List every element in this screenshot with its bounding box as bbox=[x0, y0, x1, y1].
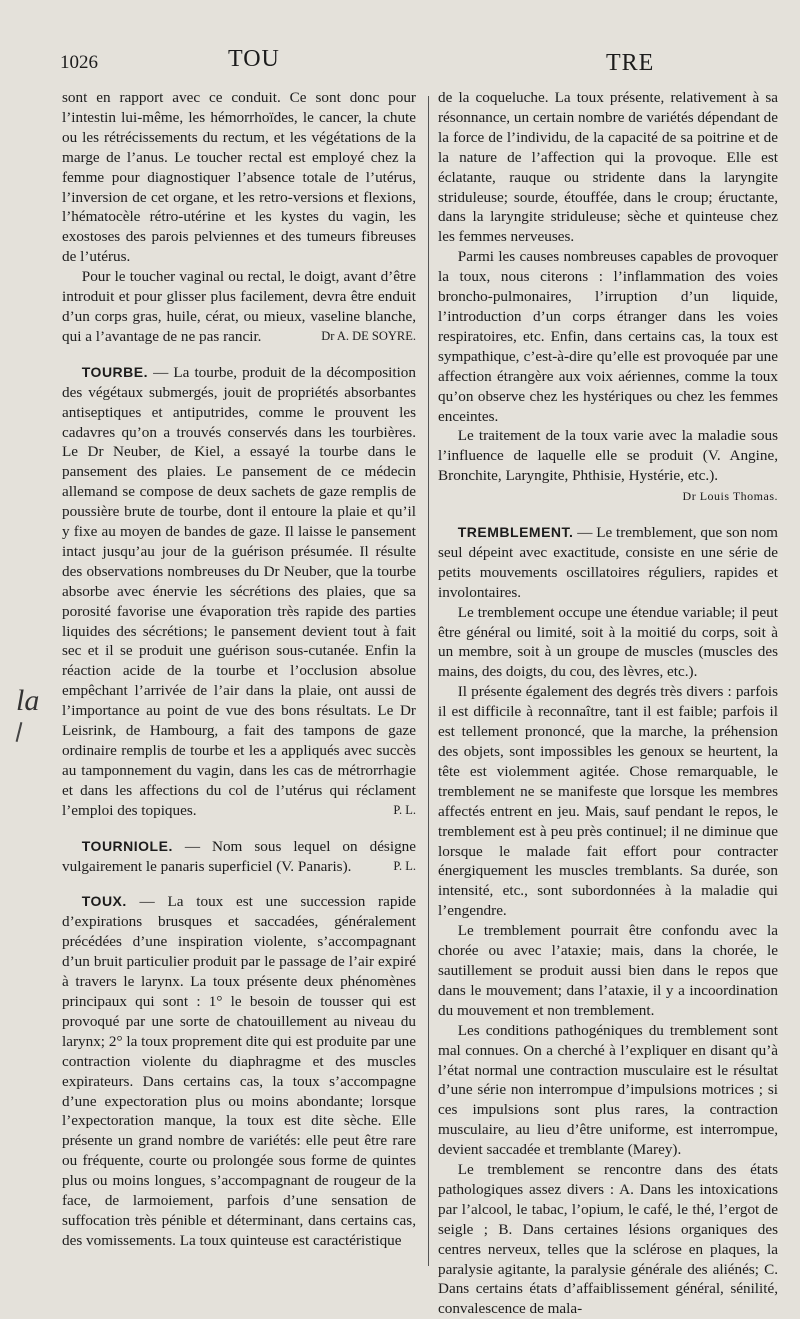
paragraph: Il présente également des degrés très divers : parfois il est difficile à reconnaître, tant il est faible; parfois il est tellement prononcé, que la marche, la préhension des objets, sont impossibles les genoux se heurtent, la tête est violemment agitée. Chose remarquable, le tremblement ne se manifeste que lorsque les membres affectés entrent en jeu. Mais, sauf pendant le repos, le tremblement est à peu près continuel; il ne diminue que lorsque le malade fait effort pour contracter énergiquement les muscles tremblants. Sa durée, son intensité, etc., sont subordonnées à la maladie qui l’engendre. bbox=[438, 683, 778, 920]
entry-tourbe bbox=[62, 363, 416, 821]
left-keyword: TOU bbox=[228, 46, 280, 72]
signature: P. L. bbox=[393, 858, 416, 873]
headword: TREMBLEMENT. bbox=[457, 524, 574, 541]
paragraph: Le tremblement pourrait être confondu avec la chorée ou avec l’ataxie; mais, dans la chorée, le sautillement se produit aussi bien dans le repos que dans le mouvement; dans l’ataxie, il y a incoordination du mouvement et non tremblement. bbox=[438, 922, 778, 1019]
entry-text: TOUX. — La toux est une succession rapide d’expirations brusques et saccadées, généralement précédées d’une inspiration violente, s’accompagnant d’un bruit particulier produit par le passage de l’air expiré à travers le larynx. La toux présente deux phénomènes principaux qui sont : 1° le besoin de tousser qui est provoqué par une sorte de chatouillement au niveau du larynx; 2° la toux proprement dite qui est produite par une contraction violente du diaphragme et des muscles expirateurs. Dans certains cas, la toux s’accompagne d’une expectoration plus ou moins abondante; lorsque l’expectoration manque, la toux est dite sèche. Elle présente un grand nombre de variétés: elle peut être rare ou fréquente, courte ou prolongée sous forme de quintes plus ou moins longues, s’accompagnant de rougeur de la face, de larmoiement, parfois d’une sensation de suffocation très pénible et déterminant, dans certains cas, des vomissements. La toux quinteuse est caractéristique bbox=[62, 893, 416, 1249]
paragraph: Parmi les causes nombreuses capables de provoquer la toux, nous citerons : l’inflammation des voies broncho-pulmonaires, l’irruption d’un liquide, l’introduction d’un corps étranger dans les voies respiratoires, etc. Enfin, dans certains cas, la toux est sympathique, c’est-à-dire qu’elle est provoquée par une affection étrangère aux voix aériennes, comme la toux qu’on observe chez les hystériques ou chez les femmes enceintes. bbox=[438, 248, 778, 425]
paragraph: Le traitement de la toux varie avec la maladie sous l’influence de laquelle elle se produit (V. Angine, Bronchite, Laryngite, Phthisie, Hystérie, etc.). bbox=[438, 427, 778, 485]
signature: P. L. bbox=[393, 802, 416, 817]
right-keyword: TRE bbox=[606, 50, 655, 76]
headword: TOURNIOLE. bbox=[81, 837, 173, 854]
left-column bbox=[62, 88, 416, 1251]
entry-text: TOURNIOLE. — Nom sous lequel on désigne vulgairement le panaris superficiel (V. Panaris). P. L. bbox=[62, 837, 416, 875]
paragraph: de la coqueluche. La toux présente, relativement à sa résonnance, un certain nombre de variétés dépendant de la force de l’individu, de la capacité de sa poitrine et de la nature de l’affection qui la provoque. Elle est éclatante, rauque ou stridente dans la laryngite striduleuse; sourde, étouffée, dans le croup; éructante, dans la laryngite striduleuse; sèche et quinteuse chez les femmes nerveuses. bbox=[438, 89, 778, 246]
signature: Dr Louis Thomas. bbox=[682, 489, 778, 504]
entry-tourniole bbox=[62, 837, 416, 877]
paragraph: Les conditions pathogéniques du tremblement sont mal connues. On a cherché à l’expliquer en disant qu’à l’état normal une contraction musculaire est le résultat d’une série non interrompue d’impulsions motrices ; si ces impulsions sont plus rares, la contraction musculaire, au lieu d’être uniforme, est interrompue, devient saccadée et tremblante (Marey). bbox=[438, 1021, 778, 1159]
paragraph: Le tremblement occupe une étendue variable; il peut être général ou limité, soit à la moitié du corps, soit à un membre, soit à un groupe de muscles (muscles des mains, des doigts, du cou, des lèvres, etc.). bbox=[438, 603, 778, 681]
entry-toux bbox=[62, 892, 416, 1250]
headword: TOUX. bbox=[81, 893, 127, 910]
page-number: 1026 bbox=[60, 52, 98, 73]
running-header bbox=[60, 46, 760, 80]
headword: TOURBE. bbox=[81, 363, 148, 380]
column-divider bbox=[428, 96, 429, 1266]
paragraph: Le tremblement se rencontre dans des états pathologiques assez divers : A. Dans les intoxications par l’alcool, le tabac, l’opium, le café, le thé, l’ergot de seigle ; B. Dans certaines lésions organiques des centres nerveux, telles que la sclérose en plaques, la paralysie agitante, la paralysie générale des aliénés; C. Dans certains états d’affaiblissement général, sénilité, convalescence de mala- bbox=[438, 1161, 778, 1318]
entry-text: TREMBLEMENT. — Le tremblement, que son nom seul dépeint avec exactitude, consiste en une série de petits mouvements oscillatoires réguliers, rapides et involontaires. bbox=[438, 524, 778, 601]
entry-tremblement bbox=[438, 523, 778, 1319]
paragraph: sont en rapport avec ce conduit. Ce sont donc pour l’intestin lui-même, les hémorrhoïdes, le cancer, la chute ou les rétrécissements du rectum, et les végétations de la marge de l’anus. Le toucher rectal est employé chez la femme pour diagnostiquer l’absence totale de l’utérus, l’inversion de cet organe, et les retro-versions et flexions, l’hématocèle rétro-utérine et les kystes du vagin, les exostoses des parois pelviennes et des tumeurs fibreuses de l’utérus. bbox=[62, 89, 416, 266]
right-column bbox=[438, 88, 778, 1319]
paragraph: Pour le toucher vaginal ou rectal, le doigt, avant d’être introduit et pour glisser plus facilement, devra être enduit d’un corps gras, huile, cérat, ou mieux, vaseline blanche, qui a l’avantage de ne pas rancir. Dr A. DE SOYRE. bbox=[62, 268, 416, 345]
entry-text: TOURBE. — La tourbe, produit de la décomposition des végétaux submergés, jouit de propriétés absorbantes antiseptiques et antiputrides, comme le prouvent les cadavres qu’on a trouvés conservés dans les tourbières. Le Dr Neuber, de Kiel, a essayé la tourbe dans le pansement des plaies. Le pansement de ce médecin allemand se compose de deux sachets de gaze remplis de poussière brute de tourbe, dont il entoure la plaie et qu’il y fixe au moyen de bandes de gaze. Il laisse le pansement intact jusqu’au jour de la guérison présumée. Il résulte des observations nombreuses du Dr Neuber, que la tourbe absorbe avec énervie les sécrétions des plaies, que sa porosité favorise une évaporation très rapide des parties liquides des sécrétions; le pansement devient tout à fait sec et il se produit une guérison sous-cutanée. Enfin la réaction acide de la tourbe et l’occlusion absolue empêchant l’arrivée de l’air dans la plaie, ont aussi de l’importance au point de vue des bons résultats. Le Dr Leisrink, de Hambourg, a fait des tampons de gaze ordinaire remplis de tourbe et les a appliqués avec succès au tamponnement du vagin, dans les cas de métrorrhagie et dans les affections du col de l’utérus qui réclament l’emploi des topiques. P. L. bbox=[62, 363, 416, 819]
signature: Dr A. DE SOYRE. bbox=[321, 328, 416, 343]
margin-annotation: la bbox=[16, 684, 40, 717]
margin-mark bbox=[16, 722, 23, 742]
